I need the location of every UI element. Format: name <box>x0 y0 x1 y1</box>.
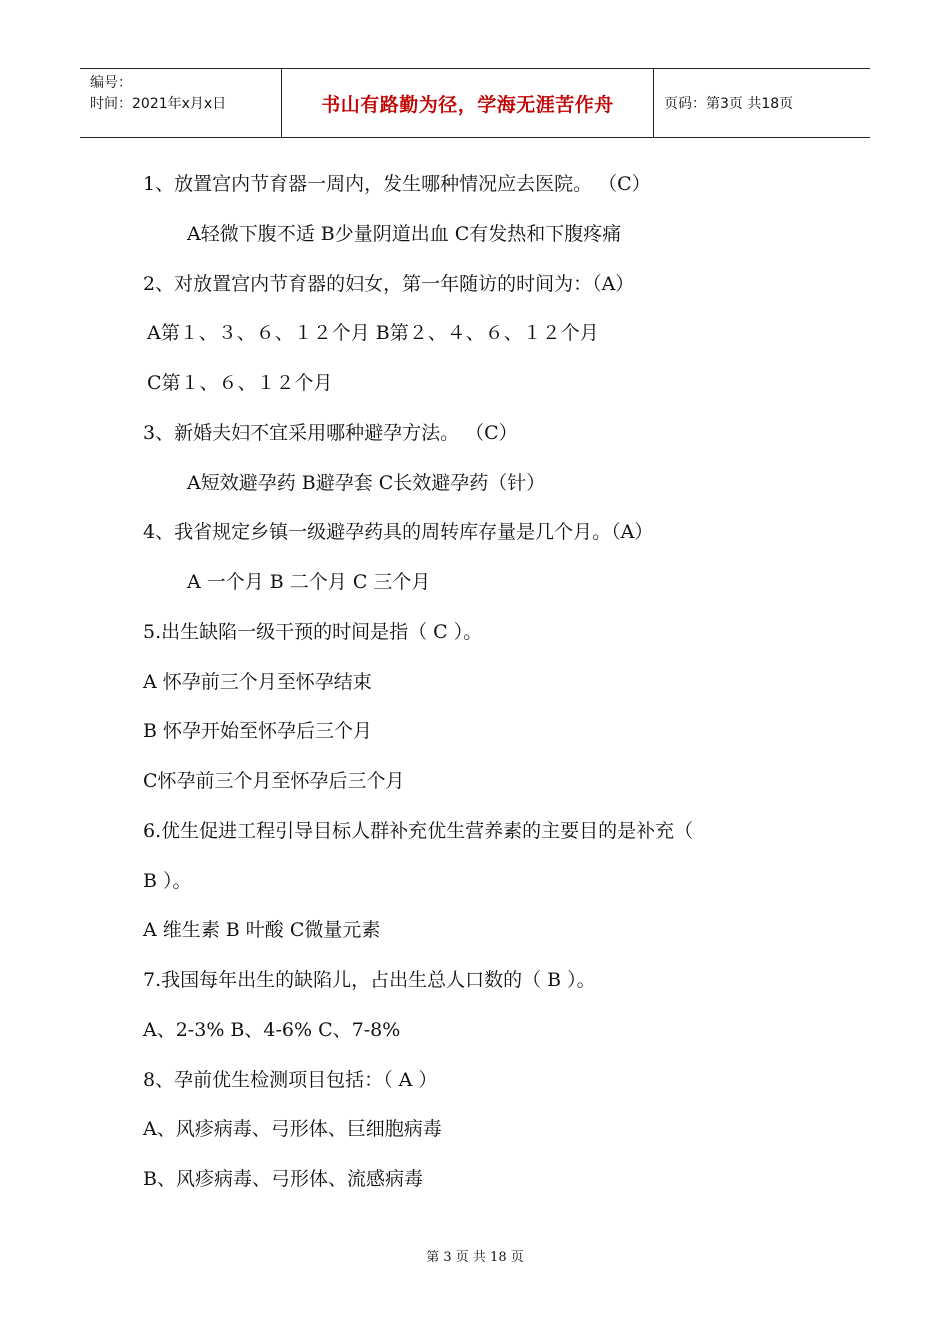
text-line: B ）。 <box>143 869 192 892</box>
text-line: 2、对放置宫内节育器的妇女，第一年随访的时间为：（A） <box>143 272 635 295</box>
text-line: 1、放置宫内节育器一周内，发生哪种情况应去医院。 （C） <box>143 173 651 195</box>
text-line: C第１、６、１２个月 <box>147 372 333 394</box>
text-line: A 一个月 B 二个月 C 三个月 <box>187 571 431 593</box>
text-line: 5.出生缺陷一级干预的时间是指（ C ）。 <box>143 620 483 643</box>
text-line: B 怀孕开始至怀孕后三个月 <box>143 720 373 743</box>
text-line: A、风疹病毒、弓形体、巨细胞病毒 <box>143 1118 442 1141</box>
page-header <box>80 68 870 138</box>
motto-text: 书山有路勤为径，学海无涯苦作舟 <box>321 93 614 116</box>
question-list <box>143 160 833 1205</box>
text-line: A 怀孕前三个月至怀孕结束 <box>143 670 372 693</box>
text-line: 7.我国每年出生的缺陷儿，占出生总人口数的（ B ）。 <box>143 969 596 991</box>
text-line: A、2-3% B、4-6% C、7-8% <box>143 1018 401 1041</box>
text-line: A 维生素 B 叶酸 C微量元素 <box>143 919 381 942</box>
text-line: C怀孕前三个月至怀孕后三个月 <box>143 770 405 792</box>
text-line: 6.优生促进工程引导目标人群补充优生营养素的主要目的是补充（ <box>143 819 694 842</box>
text-line: A短效避孕药 B避孕套 C长效避孕药（针） <box>187 471 546 494</box>
text-line: 4、我省规定乡镇一级避孕药具的周转库存量是几个月。（A） <box>143 521 654 544</box>
page-footer <box>0 1246 950 1265</box>
text-line: 8、孕前优生检测项目包括：（ A ） <box>143 1068 438 1091</box>
text-line: B、风疹病毒、弓形体、流感病毒 <box>143 1168 423 1190</box>
document-date: 时间：2021年x月x日 <box>90 96 227 112</box>
footer-page-number: 第 3 页 共 18 页 <box>426 1250 524 1265</box>
document-number-label: 编号： <box>90 75 132 91</box>
text-line: A第１、３、６、１２个月 B第２、４、６、１２个月 <box>147 322 599 345</box>
header-page-info <box>654 69 870 137</box>
header-meta <box>80 69 282 137</box>
text-line: A轻微下腹不适 B少量阴道出血 C有发热和下腹疼痛 <box>187 222 622 245</box>
page-number-text: 页码：第3页 共18页 <box>664 96 794 112</box>
header-motto <box>282 69 654 137</box>
text-line: 3、新婚夫妇不宜采用哪种避孕方法。 （C） <box>143 421 518 444</box>
